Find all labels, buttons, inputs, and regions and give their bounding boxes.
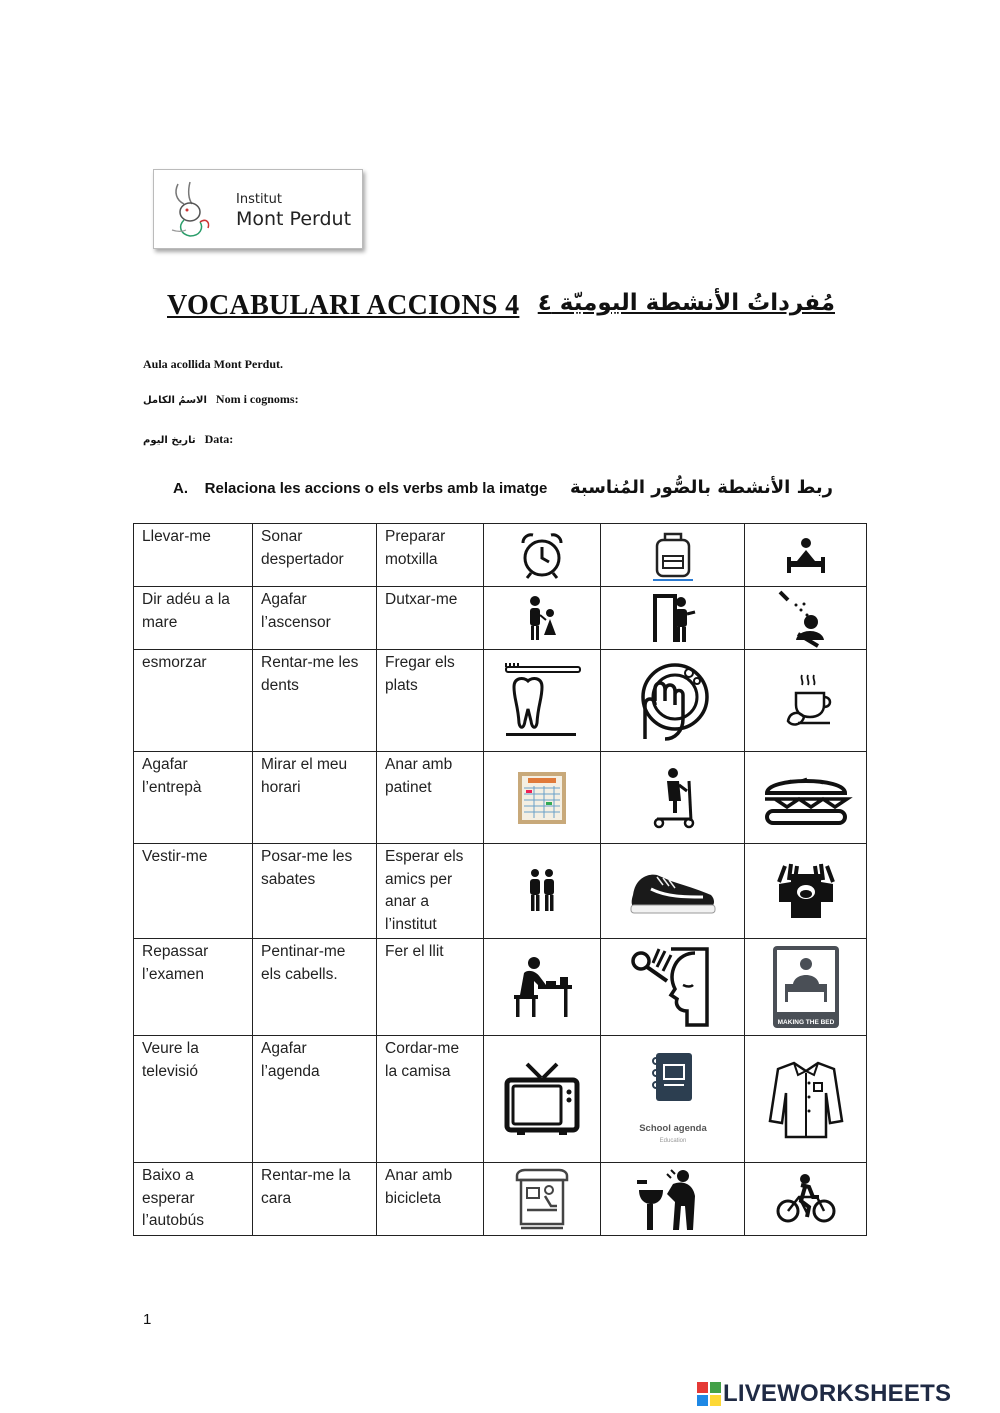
image-cell [601,524,745,587]
backpack-icon [647,528,699,582]
waking-up-bed-icon [783,533,829,577]
making-bed-caption: MAKING THE BED [777,1019,834,1026]
name-label-arabic: الاسمُ الكامل [143,395,207,406]
word-cell: Agafar l’entrepà [134,752,253,844]
image-cell [484,752,601,844]
image-cell [484,587,601,650]
worksheet-title [167,290,835,324]
elevator-icon [647,590,699,646]
word-cell: Fer el llit [377,939,484,1036]
table-row [134,650,867,752]
word-cell: Rentar-me la cara [253,1163,377,1236]
word-cell: Mirar el meu horari [253,752,377,844]
word-cell: Rentar-me les dents [253,650,377,752]
word-cell: Anar amb bicicleta [377,1163,484,1236]
sneaker-icon [627,863,719,919]
agenda-caption: School agenda [638,1123,707,1134]
title-arabic: مُفرداتُ الأنشطة اليوميّة ٤ [537,290,835,316]
class-line: Aula acollida Mont Perdut. [143,357,283,371]
school-logo [153,169,363,249]
word-cell: Vestir-me [134,844,253,939]
word-cell: Dutxar-me [377,587,484,650]
washing-dishes-icon [631,661,715,741]
sandwich-icon [759,769,853,827]
word-cell: Esperar els amics per anar a l’institut [377,844,484,939]
scooter-icon [649,767,697,829]
image-cell [745,1036,867,1163]
image-cell [745,524,867,587]
image-cell [601,939,745,1036]
word-cell: Agafar l’agenda [253,1036,377,1163]
word-cell: Sonar despertador [253,524,377,587]
word-cell: Veure la televisió [134,1036,253,1163]
table-row [134,844,867,939]
vocabulary-table [133,523,867,1236]
image-cell [745,939,867,1036]
rabbit-logo-icon [164,178,226,240]
image-cell [745,1163,867,1236]
friends-icon [524,867,560,915]
combing-hair-icon [631,945,715,1029]
image-cell [484,650,601,752]
shirt-icon [768,1059,844,1139]
image-cell [484,1036,601,1163]
name-field-label [143,392,299,407]
word-cell: Dir adéu a la mare [134,587,253,650]
making-bed-icon [771,944,841,1030]
school-agenda-icon [628,1049,718,1149]
shower-icon [778,588,834,648]
tooth-brush-icon [500,663,584,739]
word-cell: Fregar els plats [377,650,484,752]
image-cell [484,939,601,1036]
image-cell [601,1036,745,1163]
image-cell [601,752,745,844]
brand-text: LIVEWORKSHEETS [723,1380,952,1407]
alarm-clock-icon [517,529,567,581]
image-cell [601,587,745,650]
table-row [134,1163,867,1236]
image-cell [601,844,745,939]
title-latin: VOCABULARI ACCIONS 4 [167,290,520,321]
image-cell [745,650,867,752]
word-cell: Llevar-me [134,524,253,587]
image-cell [745,587,867,650]
logo-line-2: Mont Perdut [236,208,352,230]
image-cell [484,524,601,587]
name-label: Nom i cognoms: [215,392,299,406]
television-icon [503,1062,581,1136]
table-row [134,587,867,650]
instruction-text [173,480,547,497]
date-label: Data: [204,432,234,446]
word-cell: Anar amb patinet [377,752,484,844]
bus-stop-icon [515,1168,569,1230]
instruction-a [173,477,833,503]
agenda-subcaption: Education [659,1138,686,1144]
logo-line-1: Institut [236,192,282,207]
breakfast-coffee-icon [774,671,838,731]
date-field-label [143,432,233,447]
bicycle-icon [775,1173,837,1225]
word-cell: Repassar l’examen [134,939,253,1036]
instruction-body: Relaciona les accions o els verbs amb la imatge [204,480,548,497]
table-row [134,1036,867,1163]
word-cell: Preparar motxilla [377,524,484,587]
instruction-arabic: ربط الأنشطة بالصُّور المُناسبة [569,477,833,498]
dressing-icon [775,862,837,920]
image-cell [745,844,867,939]
word-cell: Posar-me les sabates [253,844,377,939]
word-cell: Cordar-me la camisa [377,1036,484,1163]
image-cell [484,844,601,939]
word-cell: esmorzar [134,650,253,752]
image-cell [601,650,745,752]
liveworksheets-logo-icon [697,1382,721,1406]
washing-face-icon [633,1166,713,1232]
image-cell [601,1163,745,1236]
studying-desk-icon [510,955,574,1019]
date-label-arabic: تاريخ اليوم [143,435,196,446]
table-row [134,752,867,844]
mother-child-icon [517,593,567,643]
image-cell [745,752,867,844]
table-row [134,939,867,1036]
instruction-letter: A. [173,480,188,497]
image-cell [484,1163,601,1236]
word-cell: Baixo a esperar l’autobús [134,1163,253,1236]
table-row [134,524,867,587]
word-cell: Agafar l’ascensor [253,587,377,650]
word-cell: Pentinar-me els cabells. [253,939,377,1036]
timetable-icon [516,770,568,826]
page-number: 1 [143,1311,152,1328]
liveworksheets-brand[interactable] [697,1380,992,1408]
